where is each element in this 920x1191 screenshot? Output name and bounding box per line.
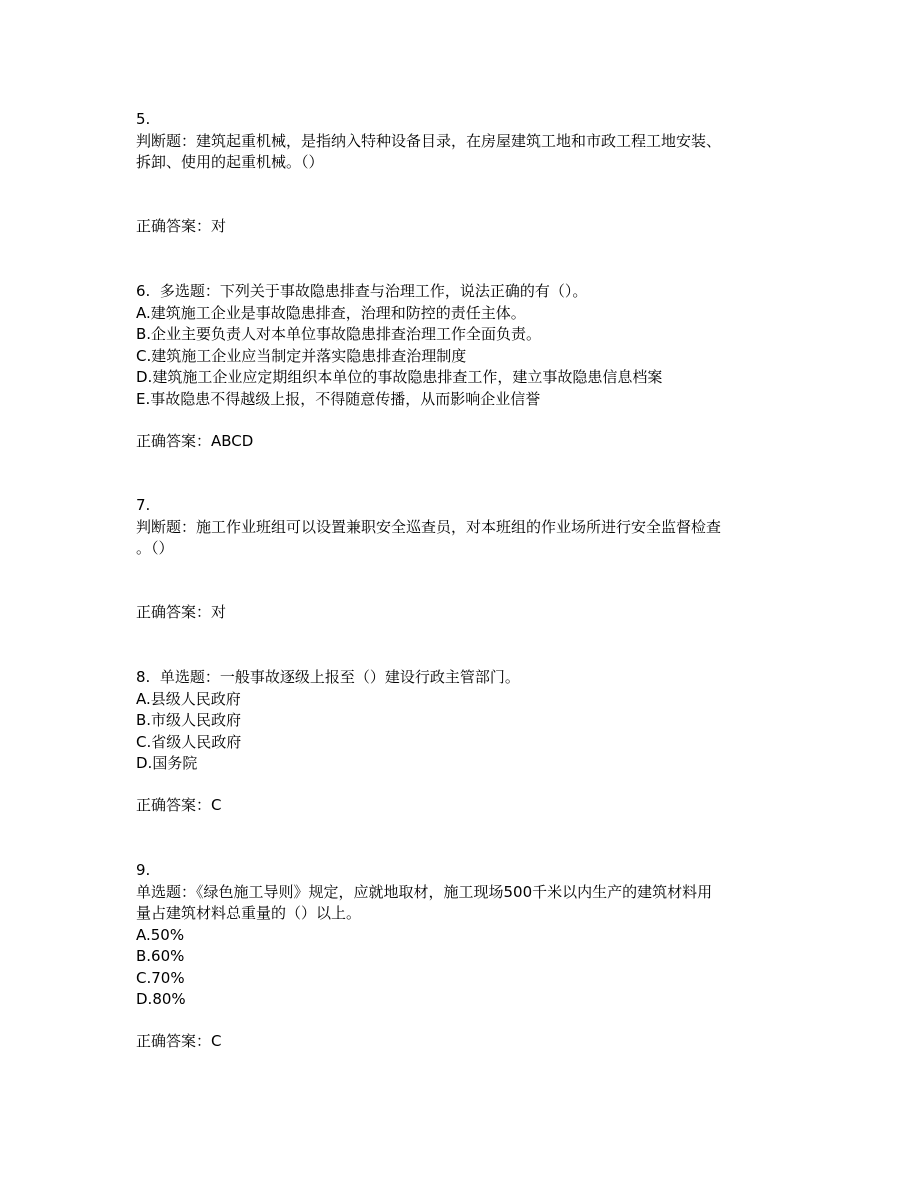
question-text-line: 量占建筑材料总重量的（）以上。 <box>136 904 362 922</box>
question-number: 9. <box>136 861 151 879</box>
option-b: B.市级人民政府 <box>136 711 242 729</box>
answer-7: 正确答案：对 <box>136 603 227 621</box>
question-text-line: 判断题：施工作业班组可以设置兼职安全巡查员，对本班组的作业场所进行安全监督检查 <box>136 517 722 536</box>
question-9 <box>136 860 796 1011</box>
option-e: E.事故隐患不得越级上报，不得随意传播，从而影响企业信誉 <box>136 389 541 408</box>
option-d: D.国务院 <box>136 754 198 772</box>
question-number: 5. <box>136 110 151 128</box>
option-c: C.70% <box>136 968 185 987</box>
question-7 <box>136 495 796 560</box>
option-a: A.50% <box>136 925 185 944</box>
option-c: C.省级人民政府 <box>136 732 242 751</box>
option-d: D.80% <box>136 990 186 1008</box>
question-text-line: 拆卸、使用的起重机械。（） <box>136 153 324 171</box>
option-a: A.建筑施工企业是事故隐患排查，治理和防控的责任主体。 <box>136 303 526 322</box>
question-6 <box>136 281 796 410</box>
answer-6: 正确答案：ABCD <box>136 432 254 450</box>
answer-8: 正确答案：C <box>136 796 222 814</box>
question-5 <box>136 109 796 174</box>
question-number: 7. <box>136 496 151 514</box>
option-d: D.建筑施工企业应定期组织本单位的事故隐患排查工作，建立事故隐患信息档案 <box>136 368 663 386</box>
question-number: 8. 单选题：一般事故逐级上报至（）建设行政主管部门。 <box>136 668 520 686</box>
option-b: B.60% <box>136 947 185 965</box>
question-text-line: 判断题：建筑起重机械，是指纳入特种设备目录，在房屋建筑工地和市政工程工地安装、 <box>136 131 722 150</box>
option-b: B.企业主要负责人对本单位事故隐患排查治理工作全面负责。 <box>136 325 542 343</box>
question-text-line: 单选题：《绿色施工导则》规定，应就地取材，施工现场500千米以内生产的建筑材料用 <box>136 882 713 901</box>
question-8 <box>136 667 796 775</box>
question-text-line: 。（） <box>136 539 174 557</box>
answer-5: 正确答案：对 <box>136 217 227 235</box>
answer-9: 正确答案：C <box>136 1032 222 1050</box>
question-number: 6. 多选题：下列关于事故隐患排查与治理工作，说法正确的有（）。 <box>136 282 588 300</box>
option-a: A.县级人民政府 <box>136 689 241 708</box>
option-c: C.建筑施工企业应当制定并落实隐患排查治理制度 <box>136 346 467 365</box>
